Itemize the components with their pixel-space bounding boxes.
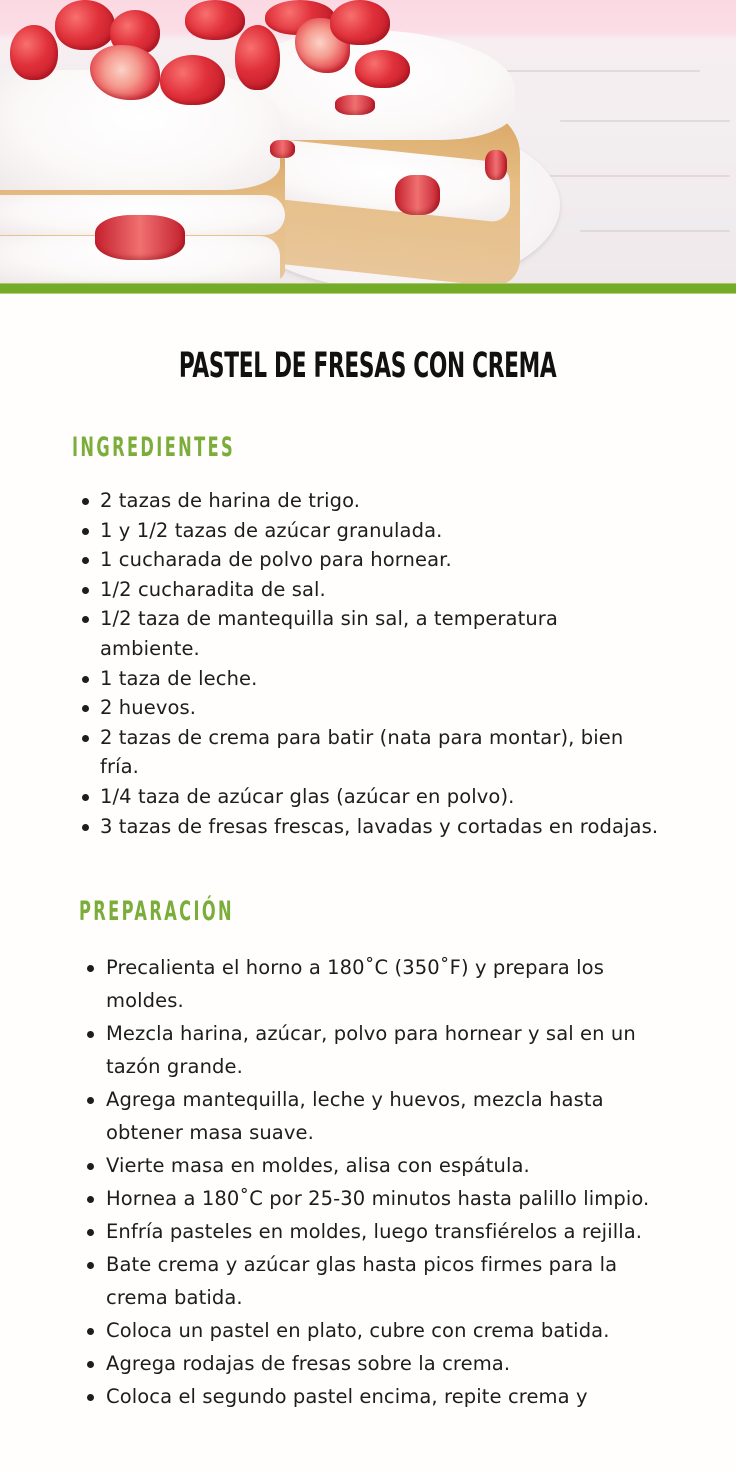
preparation-step: Precalienta el horno a 180˚C (350˚F) y prepara los moldes. <box>106 951 674 1017</box>
strawberry <box>235 25 280 90</box>
preparation-heading: PREPARACIÓN <box>79 896 234 927</box>
preparation-step: Hornea a 180˚C por 25-30 minutos hasta palillo limpio. <box>106 1182 674 1215</box>
ingredient-item: 3 tazas de fresas frescas, lavadas y cortadas en rodajas. <box>100 812 660 842</box>
recipe-title: PASTEL DE FRESAS CON CREMA <box>178 346 557 386</box>
strawberry-slice <box>395 175 440 215</box>
hero-image <box>0 0 736 283</box>
accent-divider <box>0 283 736 294</box>
preparation-step: Enfría pasteles en moldes, luego transfiérelos a rejilla. <box>106 1215 674 1248</box>
strawberry-slice <box>95 215 185 260</box>
ingredients-list <box>100 486 660 841</box>
wood-grain <box>560 120 730 122</box>
ingredient-item: 2 huevos. <box>100 693 660 723</box>
preparation-step: Agrega rodajas de fresas sobre la crema. <box>106 1347 674 1380</box>
preparation-step: Coloca un pastel en plato, cubre con crema batida. <box>106 1314 674 1347</box>
ingredient-item: 1/4 taza de azúcar glas (azúcar en polvo). <box>100 782 660 812</box>
preparation-step: Vierte masa en moldes, alisa con espátula. <box>106 1149 674 1182</box>
ingredient-item: 1/2 cucharadita de sal. <box>100 575 660 605</box>
preparation-step: Coloca el segundo pastel encima, repite crema y <box>106 1380 674 1413</box>
preparation-step: Mezcla harina, azúcar, polvo para hornear y sal en un tazón grande. <box>106 1017 674 1083</box>
strawberry-slice <box>335 95 375 115</box>
ingredient-item: 1 cucharada de polvo para hornear. <box>100 545 660 575</box>
preparation-step: Agrega mantequilla, leche y huevos, mezcla hasta obtener masa suave. <box>106 1083 674 1149</box>
ingredient-item: 1 taza de leche. <box>100 664 660 694</box>
strawberry <box>55 0 115 50</box>
ingredients-heading: INGREDIENTES <box>72 432 236 463</box>
strawberry-slice <box>270 140 295 158</box>
strawberry-slice <box>485 150 507 180</box>
strawberry <box>185 0 245 40</box>
ingredient-item: 1 y 1/2 tazas de azúcar granulada. <box>100 516 660 546</box>
strawberry <box>10 25 58 80</box>
ingredient-item: 2 tazas de harina de trigo. <box>100 486 660 516</box>
wood-grain <box>580 230 730 232</box>
strawberry <box>355 50 410 88</box>
wood-grain <box>520 175 730 177</box>
strawberry <box>160 55 225 105</box>
ingredient-item: 2 tazas de crema para batir (nata para montar), bien fría. <box>100 723 660 782</box>
strawberry <box>330 0 390 45</box>
ingredient-item: 1/2 taza de mantequilla sin sal, a temperatura ambiente. <box>100 604 660 663</box>
preparation-steps-list <box>106 951 674 1413</box>
preparation-step: Bate crema y azúcar glas hasta picos firmes para la crema batida. <box>106 1248 674 1314</box>
